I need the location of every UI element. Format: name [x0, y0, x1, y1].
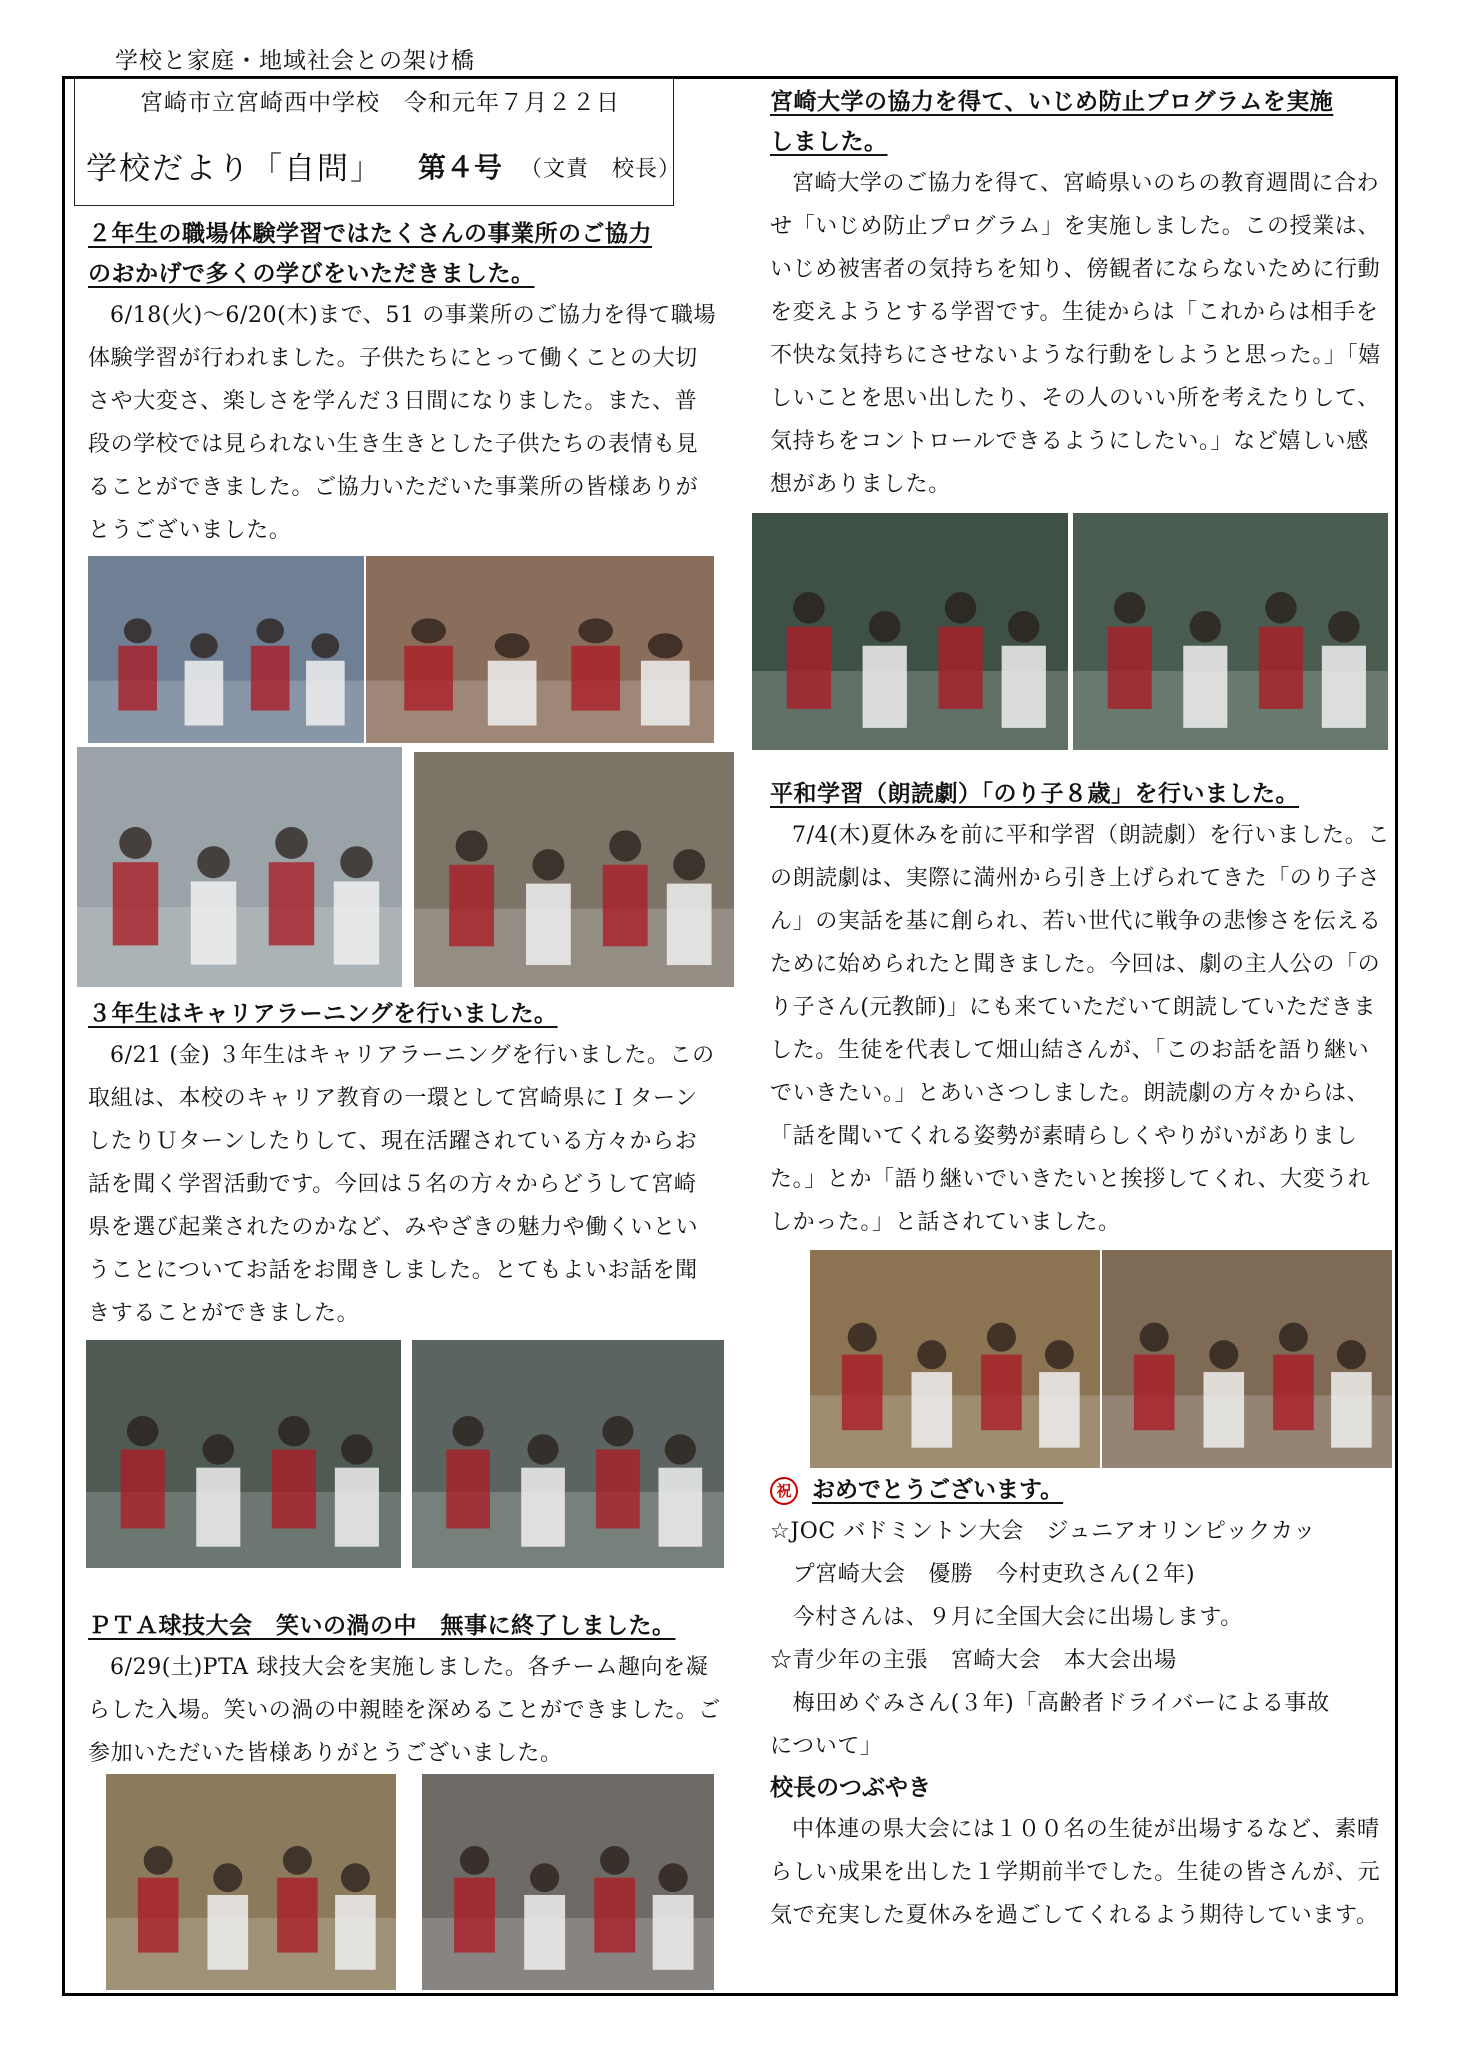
celebration-badge: 祝: [770, 1477, 798, 1505]
congrats-line: ☆青少年の主張 宮崎大会 本大会出場: [770, 1648, 1177, 1673]
article-peace: [770, 774, 1390, 1244]
congrats-line: 今村さんは、９月に全国大会に出場します。: [770, 1605, 1243, 1630]
photo-radio-studio: [88, 556, 364, 743]
article-body: 6/21 (金) ３年生はキャリアラーニングを行いました。この取組は、本校のキャリア教育の一環として宮崎県にＩターンしたりＵターンしたりして、現在活躍されている方々からお話を聞く学習活動です。今回は５名の方々からどうして宮崎県を選び起業されたのかなど、みやざきの魅力や働くいということについてお話をお聞きしました。とてもよいお話を聞きすることができました。: [88, 1043, 715, 1326]
article-body: 宮崎大学のご協力を得て、宮崎県いのちの教育週間に合わせ「いじめ防止プログラム」を実施しました。この授業は、いじめ被害者の気持ちを知り、傍観者にならないために行動を変えようとする学習です。生徒からは「これからは相手を不快な気持ちにさせないような行動をしようと思った。」「嬉しいことを思い出したり、その人のいい所を考えたりして、気持ちをコントロールできるようにしたい。」など嬉しい感想がありました。: [770, 171, 1381, 497]
newsletter-title: 学校だより「自問」: [86, 151, 383, 187]
article-title: しました。: [770, 128, 888, 155]
issue-number: 第４号: [418, 151, 503, 184]
congrats-line: 梅田めぐみさん(３年)「高齢者ドライバーによる事故: [770, 1691, 1330, 1716]
newsletter-tagline: 学校と家庭・地域社会との架け橋: [115, 48, 475, 74]
congrats-line: ☆JOC バドミントン大会 ジュニアオリンピックカッ: [770, 1519, 1316, 1544]
photo-supermarket: [366, 556, 714, 743]
photo-pta-entrance: [106, 1774, 396, 1990]
article-workplace: [88, 214, 718, 552]
article-career: [88, 994, 718, 1335]
photo-career-classroom-2: [412, 1340, 724, 1568]
photo-kitchen: [414, 752, 734, 987]
article-title: 平和学習（朗読劇）「のり子８歳」を行いました。: [770, 780, 1299, 807]
photo-bullying-class-1: [752, 513, 1068, 750]
article-title: ３年生はキャリアラーニングを行いました。: [88, 1000, 558, 1027]
photo-pta-teams: [422, 1774, 714, 1990]
photo-peace-gym-2: [1102, 1250, 1392, 1468]
article-bullying: [770, 82, 1382, 506]
author-credit: （文責 校長）: [520, 157, 682, 182]
photo-career-classroom-1: [86, 1340, 401, 1568]
article-title: ２年生の職場体験学習ではたくさんの事業所のご協力: [88, 220, 652, 247]
article-title: 宮崎大学の協力を得て、いじめ防止プログラムを実施: [770, 88, 1334, 115]
photo-bullying-class-2: [1073, 513, 1388, 750]
section-body: 中体連の県大会には１００名の生徒が出場するなど、素晴らしい成果を出した１学期前半でした。生徒の皆さんが、元気で充実した夏休みを過ごしてくれるよう期待しています。: [770, 1817, 1381, 1928]
section-title: おめでとうございます。: [812, 1476, 1064, 1503]
article-body: 6/29(土)PTA 球技大会を実施しました。各チーム趣向を凝らした入場。笑いの渦の中親睦を深めることができました。ご参加いただいた皆様ありがとうございました。: [88, 1655, 721, 1766]
section-title: 校長のつぶやき: [770, 1774, 931, 1801]
article-title: のおかげで多くの学びをいただきました。: [88, 260, 535, 287]
congrats-line: について」: [770, 1734, 883, 1759]
section-congratulations: [770, 1470, 1390, 1768]
congrats-line: プ宮崎大会 優勝 今村吏玖さん(２年): [770, 1562, 1196, 1587]
article-pta: [88, 1606, 728, 1775]
section-principal: [770, 1768, 1390, 1937]
article-body: 7/4(木)夏休みを前に平和学習（朗読劇）を行いました。この朗読劇は、実際に満州から引き上げられてきた「のり子さん」の実話を基に創られ、若い世代に戦争の悲惨さを伝えるために始められたと聞きました。今回は、劇の主人公の「のり子さん(元教師)」にも来ていただいて朗読していただきました。生徒を代表して畑山結さんが、「このお話を語り継いでいきたい。」とあいさつしました。朗読劇の方々からは、「話を聞いてくれる姿勢が素晴らしくやりがいがありました。」とか「語り継いでいきたいと挨拶してくれ、大変うれしかった。」と話されていました。: [770, 823, 1390, 1235]
article-body: 6/18(火)～6/20(木)まで、51 の事業所のご協力を得て職場体験学習が行われました。子供たちにとって働くことの大切さや大変さ、楽しさを学んだ３日間になりました。また、普段の学校では見られない生き生きとした子供たちの表情も見ることができました。ご協力いただいた事業所の皆様ありがとうございました。: [88, 303, 717, 543]
photo-gas-station: [77, 747, 402, 987]
article-title: ＰＴＡ球技大会 笑いの渦の中 無事に終了しました。: [88, 1612, 676, 1639]
school-and-date: 宮崎市立宮崎西中学校 令和元年７月２２日: [140, 90, 620, 116]
photo-peace-gym-1: [810, 1250, 1100, 1468]
